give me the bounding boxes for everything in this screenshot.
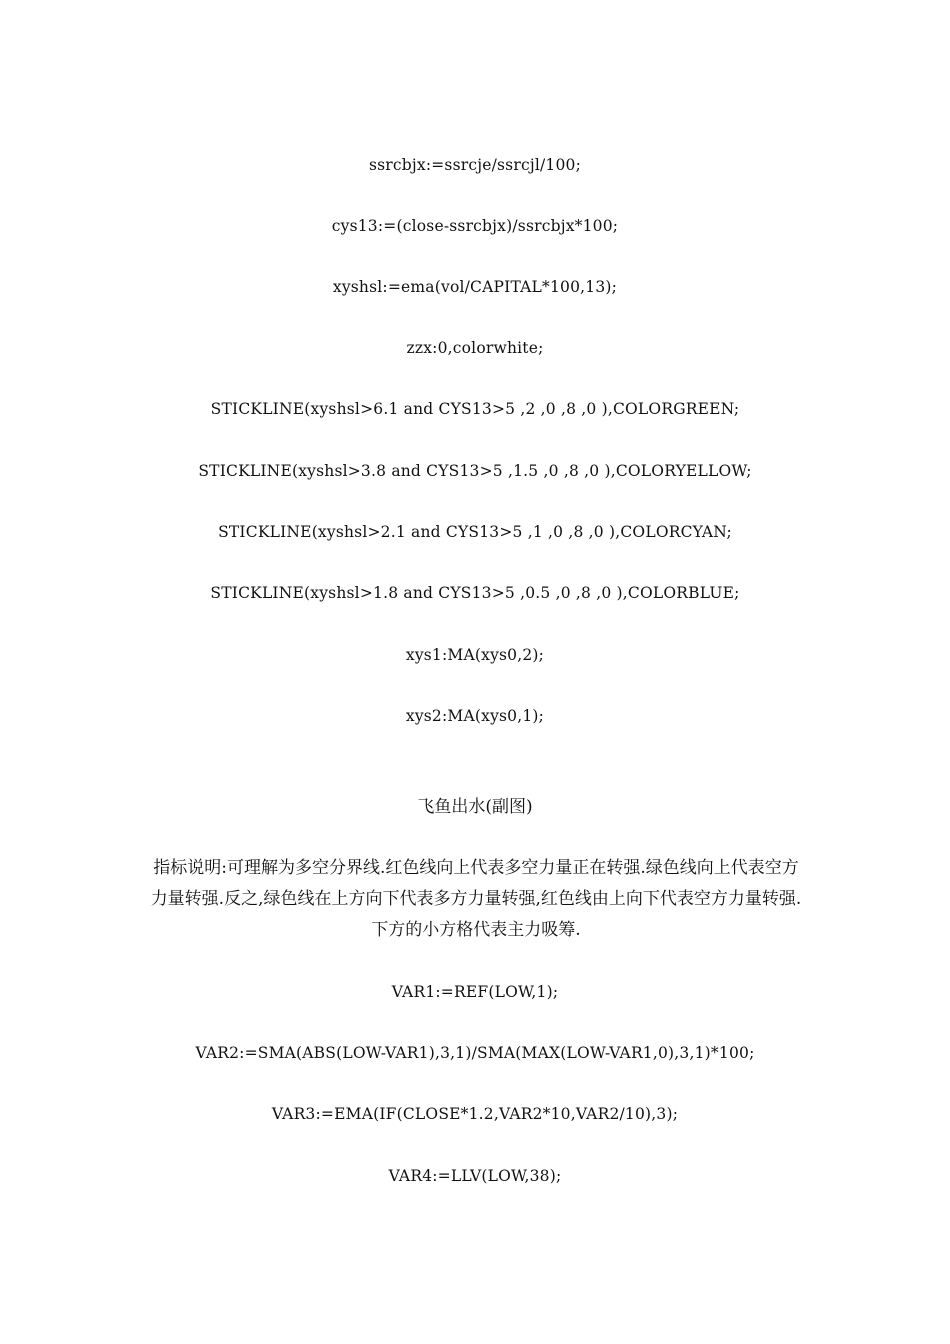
code-line: STICKLINE(xyshsl>3.8 and CYS13>5 ,1.5 ,0 ,8 ,0 ),COLORYELLOW; xyxy=(198,462,752,480)
section-title: 飞鱼出水(副图) xyxy=(417,797,533,817)
code-line: STICKLINE(xyshsl>1.8 and CYS13>5 ,0.5 ,0 ,8 ,0 ),COLORBLUE; xyxy=(210,584,740,602)
code-line: zzx:0,colorwhite; xyxy=(406,339,544,357)
code-line: VAR1:=REF(LOW,1); xyxy=(391,983,559,1001)
code-line: VAR4:=LLV(LOW,38); xyxy=(388,1167,562,1185)
code-line: VAR2:=SMA(ABS(LOW-VAR1),3,1)/SMA(MAX(LOW-VAR1,0),3,1)*100; xyxy=(195,1044,755,1062)
code-line: ssrcbjx:=ssrcje/ssrcjl/100; xyxy=(368,156,582,174)
code-line: cys13:=(close-ssrcbjx)/ssrcbjx*100; xyxy=(331,217,619,235)
code-line: xys1:MA(xys0,2); xyxy=(405,646,545,664)
code-line: STICKLINE(xyshsl>2.1 and CYS13>5 ,1 ,0 ,8 ,0 ),COLORCYAN; xyxy=(218,523,732,541)
indicator-description: 指标说明:可理解为多空分界线.红色线向上代表多空力量正在转强.绿色线向上代表空方力量转强.反之,绿色线在上方向下代表多方力量转强,红色线由上向下代表空方力量转强.下方的小方格代表主力吸筹. xyxy=(150,858,802,940)
code-line: xyshsl:=ema(vol/CAPITAL*100,13); xyxy=(332,278,618,296)
code-line: STICKLINE(xyshsl>6.1 and CYS13>5 ,2 ,0 ,8 ,0 ),COLORGREEN; xyxy=(210,400,740,418)
code-line: xys2:MA(xys0,1); xyxy=(405,707,545,725)
code-line: VAR3:=EMA(IF(CLOSE*1.2,VAR2*10,VAR2/10),3); xyxy=(271,1105,679,1123)
